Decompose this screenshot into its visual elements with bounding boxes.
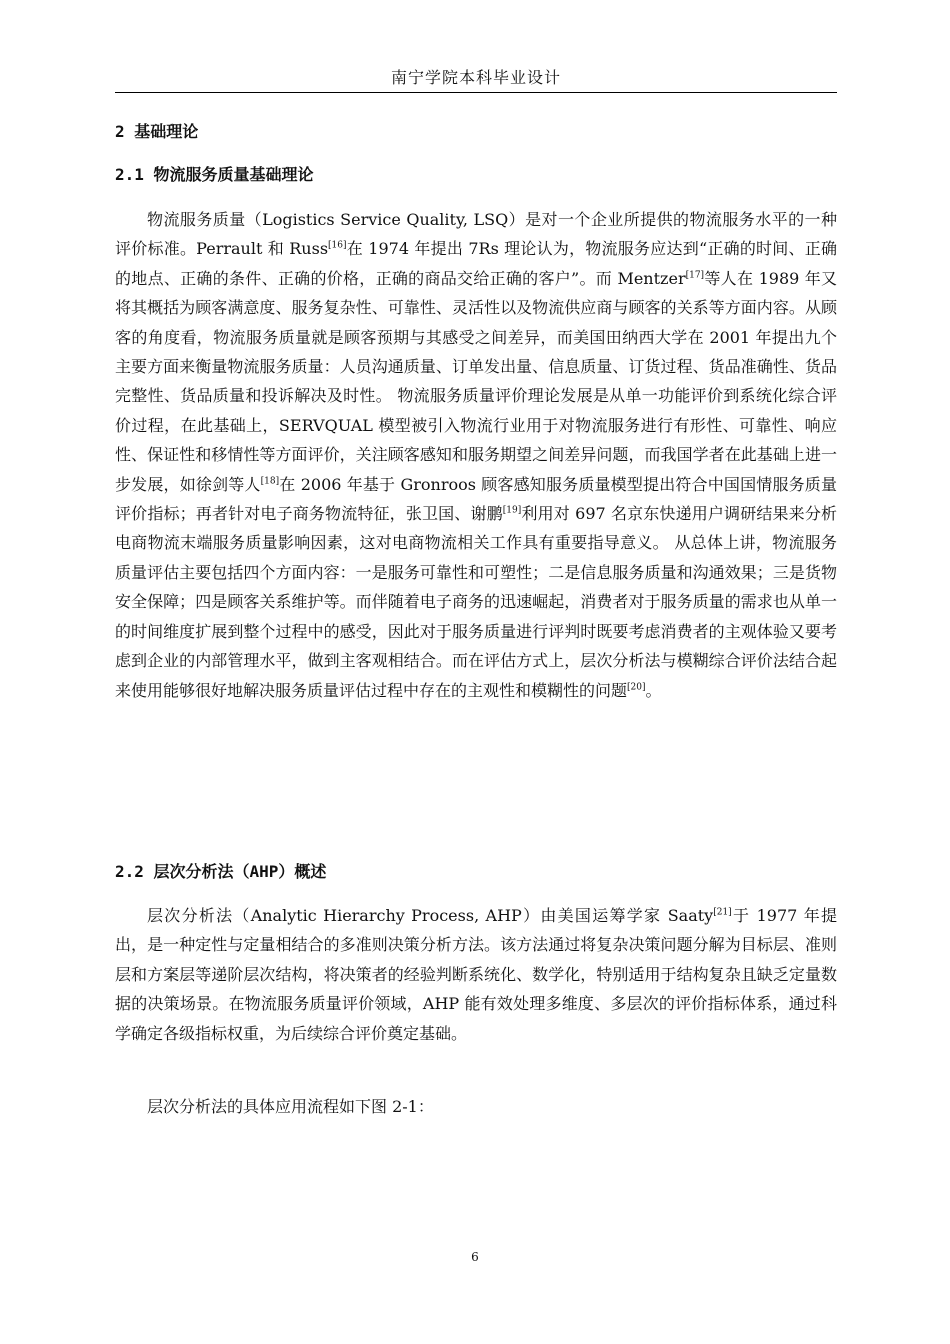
header-divider	[115, 92, 837, 93]
citation-18: [18]	[260, 476, 280, 487]
section-heading-2-2: 2.2 层次分析法（AHP）概述	[115, 862, 327, 881]
citation-16: [16]	[328, 241, 347, 252]
paragraph-text: 于 1977 年提出，是一种定性与定量相结合的多准则决策分析方法。该方法通过将复杂决策问题分解为目标层、准则层和方案层等递阶层次结构，将决策者的经验判断系统化、数学化，特别适用于结构复杂且缺乏定量数据的决策场景。在物流服务质量评价领域，AHP 能有效处理多维度、多层次的评价指标体系，通过科学确定各级指标权重，为后续综合评价奠定基础。	[115, 906, 837, 1043]
citation-20: [20]	[627, 682, 646, 693]
chapter-heading: 2 基础理论	[115, 122, 199, 141]
paragraph-text: 层次分析法（Analytic Hierarchy Process, AHP）由美国运筹学家 Saaty	[147, 906, 714, 925]
paragraph-text: 利用对 697 名京东快递用户调研结果来分析电商物流末端服务质量影响因素，这对电商物流相关工作具有重要指导意义。 从总体上讲，物流服务质量评估主要包括四个方面内容：一是服务可靠性和可塑性；二是信息服务质量和沟通效果；三是货物安全保障；四是顾客关系维护等。而伴随着电子商务的迅速崛起，消费者对于服务质量的需求也从单一的时间维度扩展到整个过程中的感受，因此对于服务质量进行评判时既要考虑消费者的主观体验又要考虑到企业的内部管理水平，做到主客观相结合。而在评估方式上，层次分析法与模糊综合评价法结合起来使用能够很好地解决服务质量评估过程中存在的主观性和模糊性的问题	[115, 504, 837, 700]
citation-19: [19]	[502, 505, 522, 516]
paragraph-text: 。	[645, 680, 662, 700]
section-heading-2-1: 2.1 物流服务质量基础理论	[115, 165, 314, 184]
paragraph-text: 等人在 1989 年又将其概括为顾客满意度、服务复杂性、可靠性、灵活性以及物流供应商与顾客的关系等方面内容。从顾客的角度看，物流服务质量就是顾客预期与其感受之间差异，而美国田纳西大学在 2001 年提出九个主要方面来衡量物流服务质量：人员沟通质量、订单发出量、信息质量、订货过程、货品准确性、货品完整性、货品质量和投诉解决及时性。 物流服务质量评价理论发展是从单一功能评价到系统化综合评价过程，在此基础上，SERVQUAL 模型被引入物流行业用于对物流服务进行有形性、可靠性、响应性、保证性和移情性等方面评价，关注顾客感知和服务期望之间差异问题，而我国学者在此基础上进一步发展，如徐剑等人	[115, 268, 837, 494]
paragraph-ahp	[115, 901, 837, 1048]
paragraph-text: 在 1974 年提出 7Rs 理论认为，物流服务应达到“正确的时间、正确的地点、正确的条件、正确的价格，正确的商品交给正确的客户”。而 Mentzer	[115, 239, 837, 288]
paragraph-text: 物流服务质量（Logistics Service Quality, LSQ）是对一个企业所提供的物流服务水平的一种评价标准。Perrault 和 Russ	[115, 210, 837, 259]
paragraph-figure-intro: 层次分析法的具体应用流程如下图 2-1：	[147, 1097, 434, 1116]
citation-21: [21]	[713, 907, 732, 918]
running-header: 南宁学院本科毕业设计	[390, 68, 561, 87]
paragraph-lsq	[115, 205, 837, 705]
page-number: 6	[471, 1250, 479, 1264]
paragraph-text: 在 2006 年基于 Gronroos 顾客感知服务质量模型提出符合中国国情服务质量评价指标；再者针对电子商务物流特征，张卫国、谢鹏	[115, 474, 837, 524]
citation-17: [17]	[685, 270, 705, 281]
